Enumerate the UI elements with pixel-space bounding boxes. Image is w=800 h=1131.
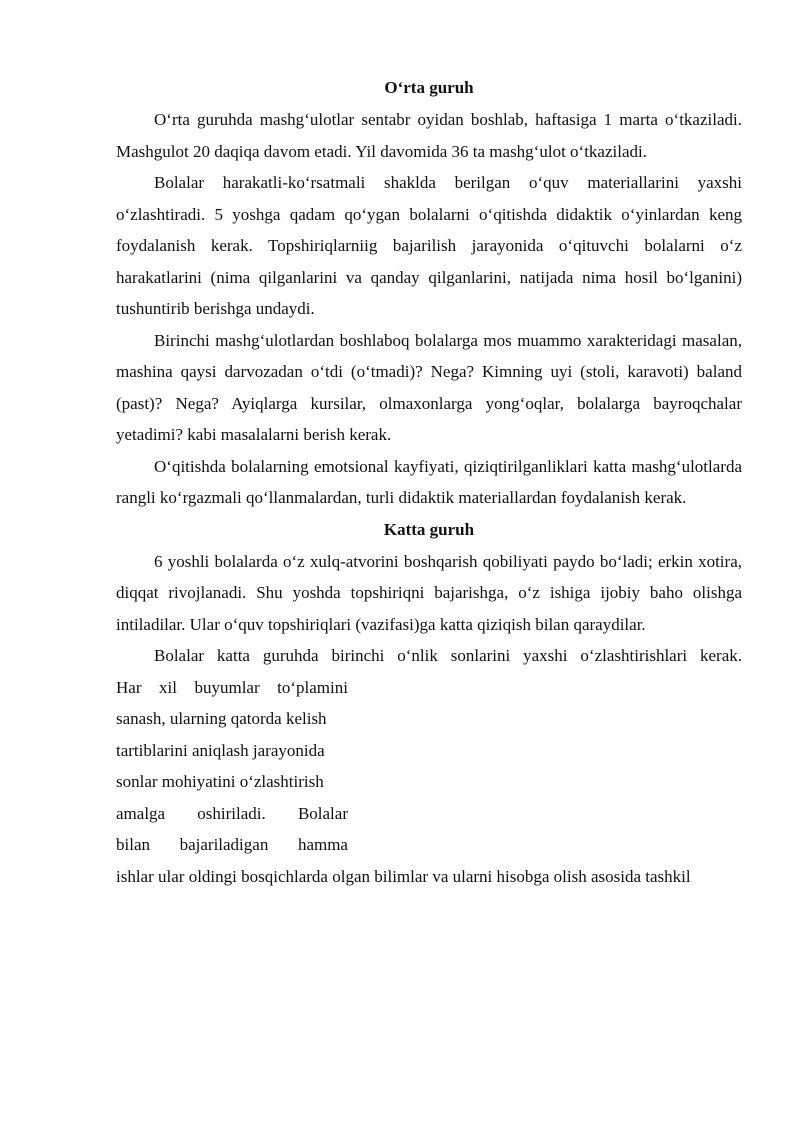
text-line: sonlar mohiyatini o‘zlashtirish — [116, 772, 324, 791]
section-title-katta-guruh: Katta guruh — [383, 519, 475, 539]
text-line: sanash, ularning qatorda kelish — [116, 709, 327, 728]
section-title-orta-guruh: O‘rta guruh — [384, 78, 474, 97]
wrapped-text-block — [116, 672, 348, 861]
text-line: tartiblarini aniqlash jarayonida — [116, 740, 325, 760]
text-line: bilan bajariladigan hamma — [116, 835, 348, 854]
text-line: amalga oshiriladi. Bolalar — [116, 803, 348, 823]
paragraph: O‘rta guruhda mashg‘ulotlar sentabr oyidan boshlab, haftasiga 1 marta o‘tkaziladi. Mashgulot 20 daqiqa davom etadi. Yil davomida 36 ta mashg‘ulot o‘tkaziladi. — [116, 110, 742, 161]
document-page — [116, 72, 742, 892]
paragraph: Bolalar harakatli-ko‘rsatmali shaklda berilgan o‘quv materiallarini yaxshi o‘zlashtiradi. 5 yoshga qadam qo‘ygan bolalarni o‘qitishda didaktik o‘yinlardan keng foydalanish kerak. Topshiriqlarniig bajarilish jarayonida o‘qituvchi bolalarni o‘z harakatlarini (nima qilganlarini va qanday qilganlarini, natijada nima hosil bo‘lganini) tushuntirib berishga undaydi. — [116, 173, 742, 318]
paragraph: 6 yoshli bolalarda o‘z xulq-atvorini boshqarish qobiliyati paydo bo‘ladi; erkin xotira, diqqat rivojlanadi. Shu yoshda topshiriqni bajarishga, o‘z ishiga ijobiy baho olishga intiladilar. Ular o‘quv topshiriqlari (vazifasi)ga katta qiziqish bilan qaraydilar. — [116, 551, 742, 634]
paragraph-first-line: Bolalar katta guruhda birinchi o‘nlik sonlarini yaxshi o‘zlashtirishlari kerak. — [154, 646, 742, 665]
paragraph: Birinchi mashg‘ulotlardan boshlaboq bolalarga mos muammo xarakteridagi masalan, mashina qaysi darvozadan o‘tdi (o‘tmadi)? Nega? Kimning uyi (stoli, karavoti) baland (past)? Nega? Ayiqlarga kursilar, olmaxonlarga yong‘oqlar, bolalarga bayroqchalar yetadimi? kabi masalalarni berish kerak. — [116, 330, 742, 444]
text-line: Har xil buyumlar to‘plamini — [116, 677, 348, 697]
text-line: ishlar ular oldingi bosqichlarda olgan bilimlar va ularni hisobga olish asosida tashkil — [116, 866, 691, 886]
paragraph: O‘qitishda bolalarning emotsional kayfiyati, qiziqtirilganliklari katta mashg‘ulotlarda rangli ko‘rgazmali qo‘llanmalardan, turli didaktik materiallardan foydalanish kerak. — [116, 456, 742, 507]
